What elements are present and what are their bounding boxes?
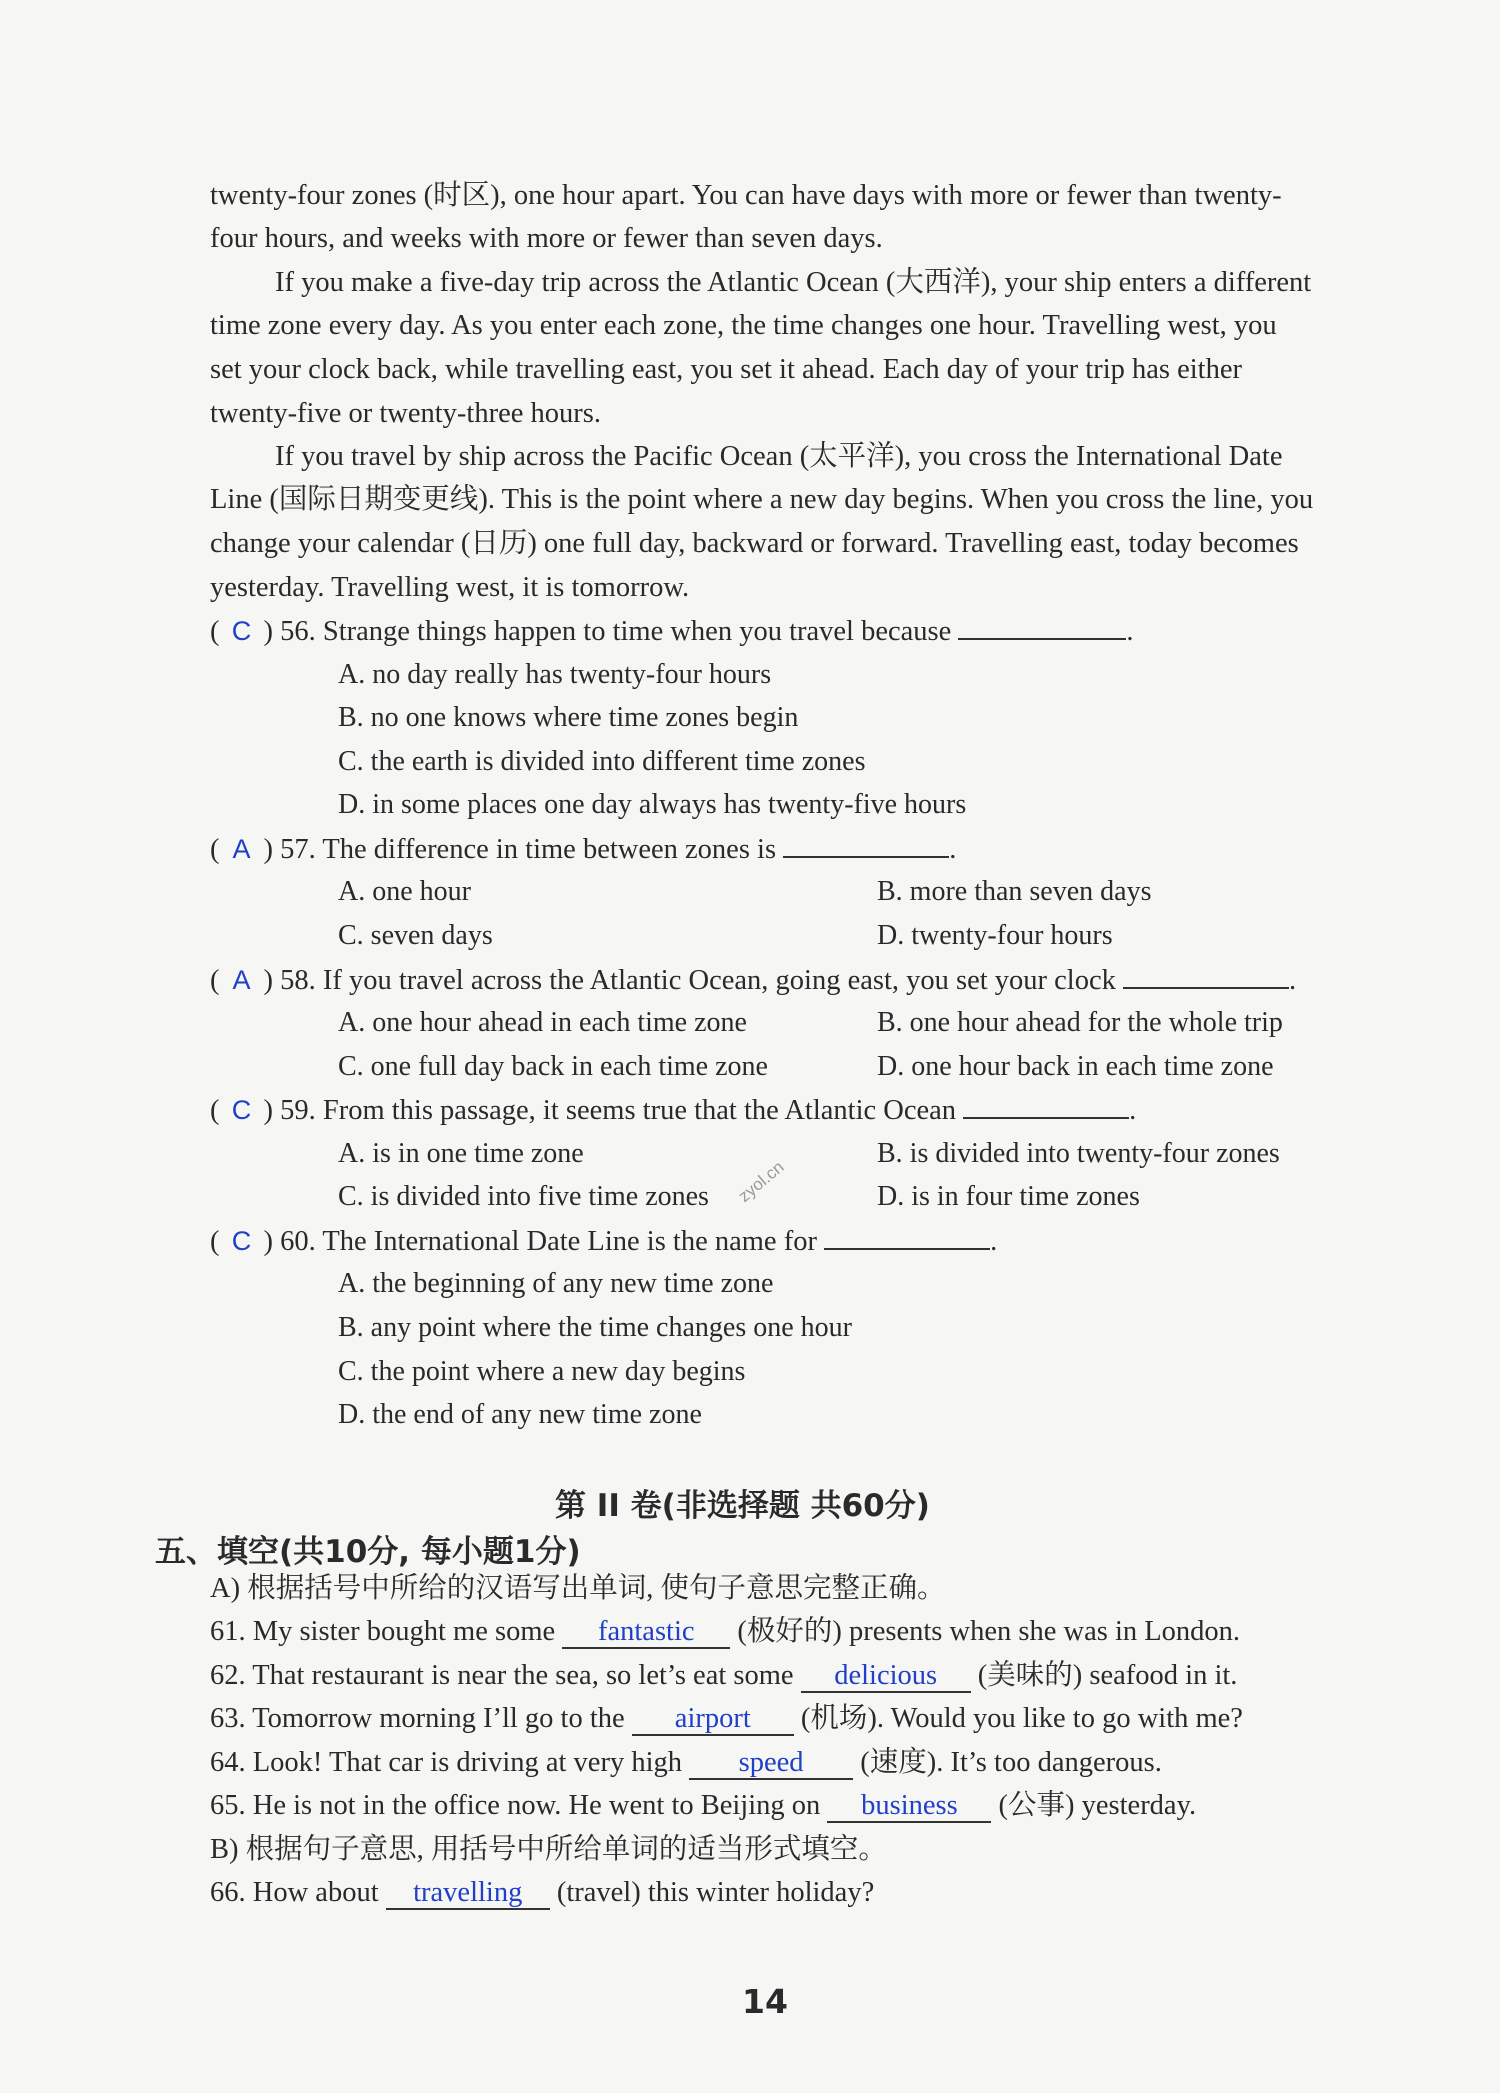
option: A. one hour ahead in each time zone [338, 1007, 747, 1038]
section-title: 五、填空(共10分, 每小题1分) [155, 1534, 581, 1570]
passage-line: four hours, and weeks with more or fewer than seven days. [210, 223, 883, 254]
answer-blank [963, 1091, 1129, 1119]
answer-blank [824, 1222, 990, 1250]
passage-line: Line (国际日期变更线). This is the point where a new day begins. When you cross the line, you [210, 484, 1314, 515]
option: D. the end of any new time zone [338, 1399, 702, 1430]
answer-blank [958, 612, 1126, 640]
part-title: 第 II 卷(非选择题 共60分) [555, 1488, 930, 1524]
answer-blank [1123, 961, 1289, 989]
filled-answer: delicious [801, 1661, 971, 1693]
question-stem: ) 58. If you travel across the Atlantic Ocean, going east, you set your clock [263, 965, 1116, 996]
question-57: ( A ) 57. The difference in time between zones is . [210, 829, 956, 870]
fill-item-66: 66. How about travelling (travel) this winter holiday? [210, 1877, 875, 1908]
option: C. the earth is divided into different time zones [338, 746, 866, 777]
question-59: ( C ) 59. From this passage, it seems true that the Atlantic Ocean . [210, 1090, 1136, 1131]
passage-line: twenty-four zones (时区), one hour apart. You can have days with more or fewer than twenty- [210, 180, 1282, 211]
watermark: zyol.cn [734, 1157, 788, 1206]
question-stem: ) 59. From this passage, it seems true that the Atlantic Ocean [263, 1095, 957, 1126]
filled-answer: airport [632, 1704, 794, 1736]
answer-mark: C [231, 616, 252, 646]
passage-line: yesterday. Travelling west, it is tomorrow. [210, 572, 690, 603]
option: D. twenty-four hours [877, 920, 1113, 951]
option: C. is divided into five time zones [338, 1181, 709, 1212]
filled-answer: speed [689, 1748, 853, 1780]
option: D. in some places one day always has twenty-five hours [338, 789, 967, 820]
fill-item-63: 63. Tomorrow morning I’ll go to the airport (机场). Would you like to go with me? [210, 1703, 1243, 1734]
option: C. seven days [338, 920, 493, 951]
page-number: 14 [742, 1982, 788, 2021]
option: B. more than seven days [877, 876, 1152, 907]
question-stem: ) 60. The International Date Line is the name for [263, 1226, 817, 1257]
option: D. one hour back in each time zone [877, 1051, 1274, 1082]
option: D. is in four time zones [877, 1181, 1140, 1212]
option: A. one hour [338, 876, 471, 907]
instruction: B) 根据句子意思, 用括号中所给单词的适当形式填空。 [210, 1834, 887, 1865]
option: A. no day really has twenty-four hours [338, 659, 772, 690]
question-56: ( C ) 56. Strange things happen to time when you travel because . [210, 611, 1134, 652]
answer-mark: A [232, 965, 251, 995]
fill-item-65: 65. He is not in the office now. He went to Beijing on business (公事) yesterday. [210, 1790, 1197, 1821]
option: B. no one knows where time zones begin [338, 702, 799, 733]
passage-line: set your clock back, while travelling east, you set it ahead. Each day of your trip has either [210, 354, 1242, 385]
passage-line: If you travel by ship across the Pacific Ocean (太平洋), you cross the International Date [275, 441, 1283, 472]
option: B. is divided into twenty-four zones [877, 1138, 1280, 1169]
filled-answer: business [827, 1791, 991, 1823]
option: C. the point where a new day begins [338, 1356, 746, 1387]
passage-line: change your calendar (日历) one full day, backward or forward. Travelling east, today becomes [210, 528, 1299, 559]
filled-answer: travelling [386, 1878, 550, 1910]
answer-blank [783, 830, 949, 858]
option: A. is in one time zone [338, 1138, 584, 1169]
fill-item-61: 61. My sister bought me some fantastic (极好的) presents when she was in London. [210, 1616, 1241, 1647]
option: A. the beginning of any new time zone [338, 1268, 774, 1299]
passage-line: If you make a five-day trip across the Atlantic Ocean (大西洋), your ship enters a different [275, 267, 1312, 298]
passage-line: time zone every day. As you enter each zone, the time changes one hour. Travelling west, you [210, 310, 1277, 341]
fill-item-62: 62. That restaurant is near the sea, so let’s eat some delicious (美味的) seafood in it. [210, 1660, 1238, 1691]
answer-mark: C [231, 1095, 252, 1125]
passage-line: twenty-five or twenty-three hours. [210, 398, 601, 429]
filled-answer: fantastic [562, 1617, 730, 1649]
question-stem: ) 57. The difference in time between zones is [263, 834, 777, 865]
option: B. one hour ahead for the whole trip [877, 1007, 1283, 1038]
answer-mark: C [231, 1226, 252, 1256]
question-60: ( C ) 60. The International Date Line is the name for . [210, 1221, 997, 1262]
fill-item-64: 64. Look! That car is driving at very high speed (速度). It’s too dangerous. [210, 1747, 1162, 1778]
option: C. one full day back in each time zone [338, 1051, 768, 1082]
option: B. any point where the time changes one hour [338, 1312, 852, 1343]
instruction: A) 根据括号中所给的汉语写出单词, 使句子意思完整正确。 [210, 1573, 946, 1604]
answer-mark: A [232, 834, 251, 864]
question-58: ( A ) 58. If you travel across the Atlantic Ocean, going east, you set your clock . [210, 960, 1296, 1001]
question-stem: ) 56. Strange things happen to time when you travel because [263, 616, 952, 647]
